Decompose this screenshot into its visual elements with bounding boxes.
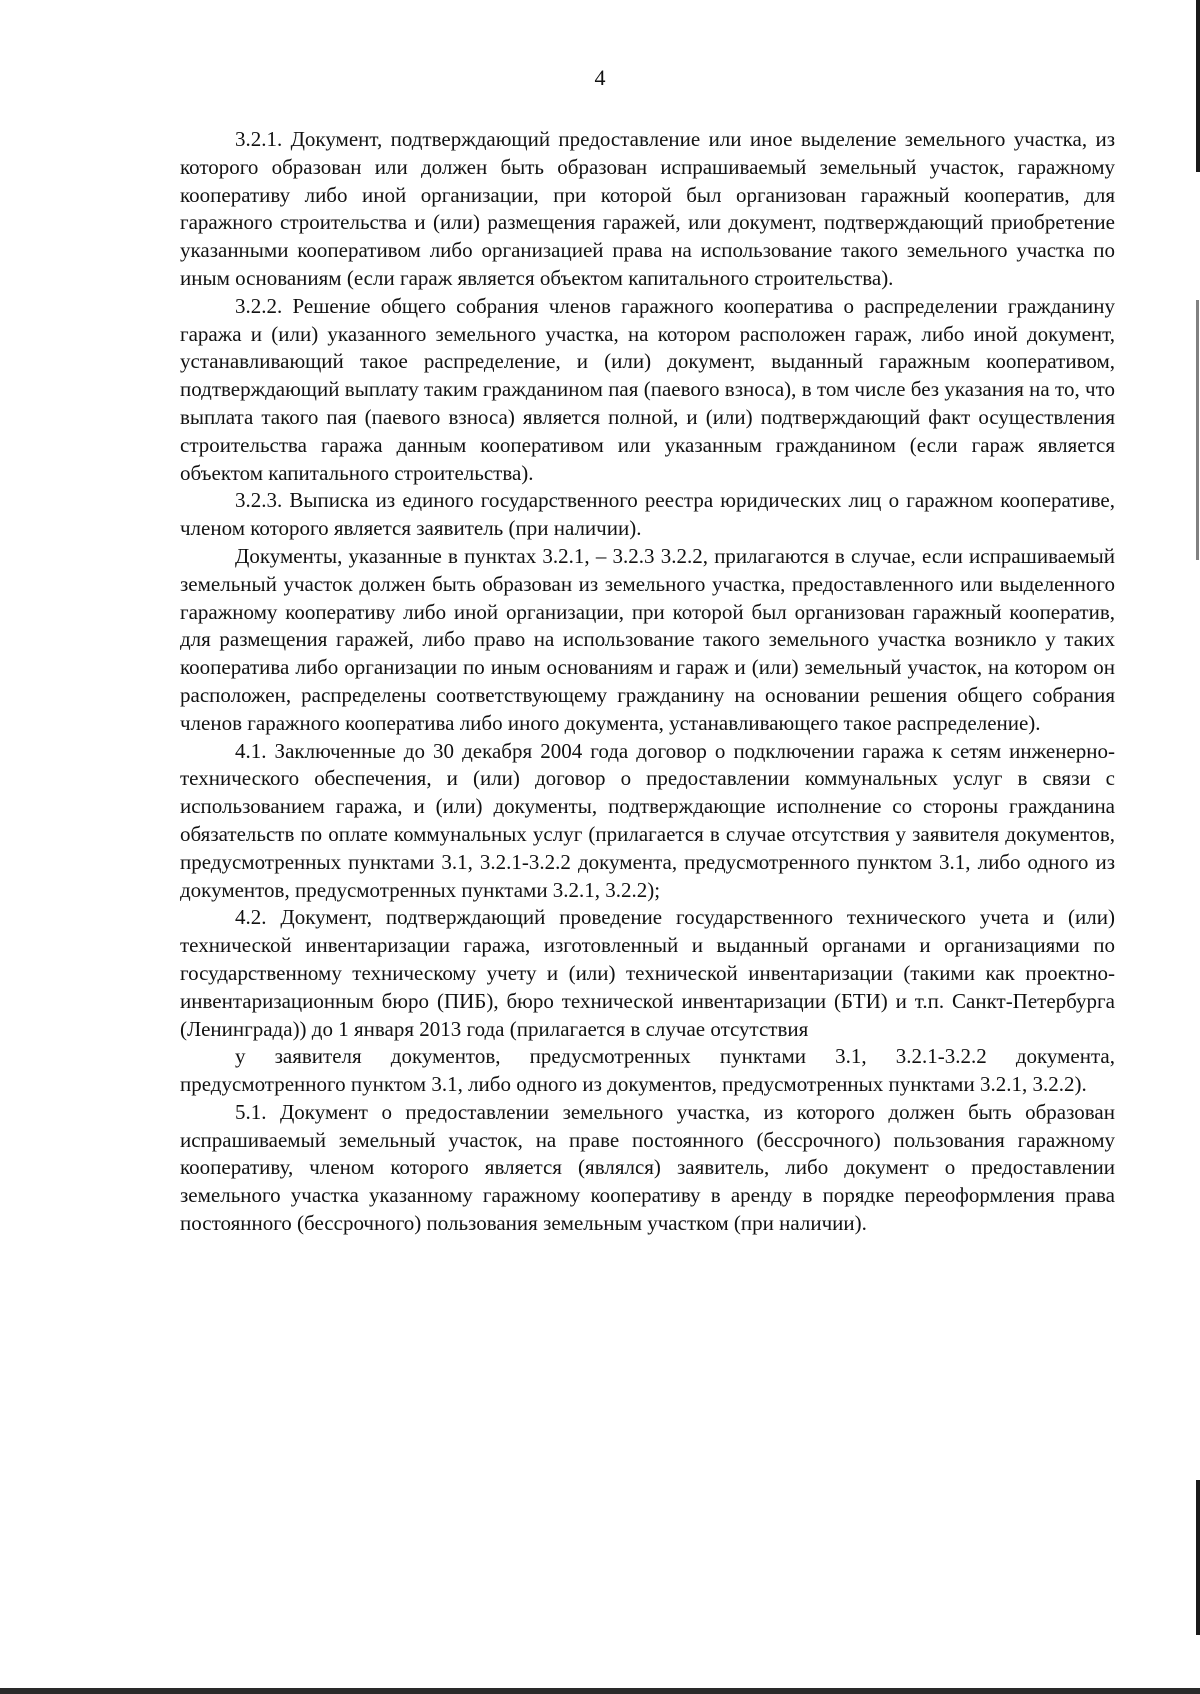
paragraph-4-1: 4.1. Заключенные до 30 декабря 2004 года договор о подключении гаража к сетям инженерно-технического обеспечения, и (или) договор о предоставлении коммунальных услуг в связи с использованием гаража, и (или) документы, подтверждающие исполнение со стороны гражданина обязательств по оплате коммунальных услуг (прилагается в случае отсутствия у заявителя документов, предусмотренных пунктами 3.1, 3.2.1-3.2.2 документа, предусмотренного пунктом 3.1, либо одного из документов, предусмотренных пунктами 3.2.1, 3.2.2);	[180, 738, 1115, 902]
paragraph-3-2-1: 3.2.1. Документ, подтверждающий предоставление или иное выделение земельного участка, из которого образован или должен быть образован испрашиваемый земельный участок, гаражному кооперативу либо иной организации, при которой был организован гаражный кооператив, для гаражного строительства и (или) размещения гаражей, или документ, подтверждающий приобретение указанными кооперативом либо организацией права на использование такого земельного участка по иным основаниям (если гараж является объектом капитального строительства).	[180, 127, 1115, 290]
paragraph-3-2-2: 3.2.2. Решение общего собрания членов гаражного кооператива о распределении гражданину гаража и (или) указанного земельного участка, на котором расположен гараж, либо иной документ, устанавливающий такое распределение, и (или) документ, выданный гаражным кооперативом, подтверждающий выплату таким гражданином пая (паевого взноса), в том числе без указания на то, что выплата такого пая (паевого взноса) является полной, и (или) подтверждающий факт осуществления строительства гаража данным кооперативом или указанным гражданином (если гараж является объектом капитального строительства).	[180, 293, 1115, 485]
paragraph-4-2-continuation: у заявителя документов, предусмотренных пунктами 3.1, 3.2.1-3.2.2 документа, предусмотренного пунктом 3.1, либо одного из документов, предусмотренных пунктами 3.2.1, 3.2.2).	[180, 1044, 1115, 1097]
scan-edge-top-right	[1196, 0, 1200, 172]
document-body	[180, 126, 1115, 1238]
scan-edge-middle-right	[1196, 300, 1199, 560]
page-number: 4	[594, 65, 606, 90]
paragraph-3-2-3: 3.2.3. Выписка из единого государственного реестра юридических лиц о гаражном кооперативе, членом которого является заявитель (при наличии).	[180, 488, 1115, 541]
paragraph-5-1: 5.1. Документ о предоставлении земельного участка, из которого должен быть образован испрашиваемый земельный участок, на праве постоянного (бессрочного) пользования гаражному кооперативу, членом которого является (являлся) заявитель, либо документ о предоставлении земельного участка указанному гаражному кооперативу в аренду в порядке переоформления права постоянного (бессрочного) пользования земельным участком (при наличии).	[180, 1099, 1115, 1236]
paragraph-4-2: 4.2. Документ, подтверждающий проведение государственного технического учета и (или) технической инвентаризации гаража, изготовленный и выданный органами и организациями по государственному техническому учету и (или) технической инвентаризации (такими как проектно-инвентаризационным бюро (ПИБ), бюро технической инвентаризации (БТИ) и т.п. Санкт-Петербурга (Ленинграда)) до 1 января 2013 года (прилагается в случае отсутствия	[180, 905, 1115, 1041]
scan-edge-bottom-right	[1196, 1480, 1200, 1635]
scan-edge-bottom	[0, 1688, 1200, 1694]
paragraph-documents-note: Документы, указанные в пунктах 3.2.1, – 3.2.3 3.2.2, прилагаются в случае, если испрашиваемый земельный участок должен быть образован из земельного участка, предоставленного или выделенного гаражному кооперативу либо иной организации, при которой был организован гаражный кооператив, для размещения гаражей, либо право на использование такого земельного участка возникло у таких кооператива либо организации по иным основаниям и гараж и (или) земельный участок, на котором он расположен, распределены соответствующему гражданину на основании решения общего собрания членов гаражного кооператива либо иного документа, устанавливающего такое распределение).	[180, 543, 1115, 735]
